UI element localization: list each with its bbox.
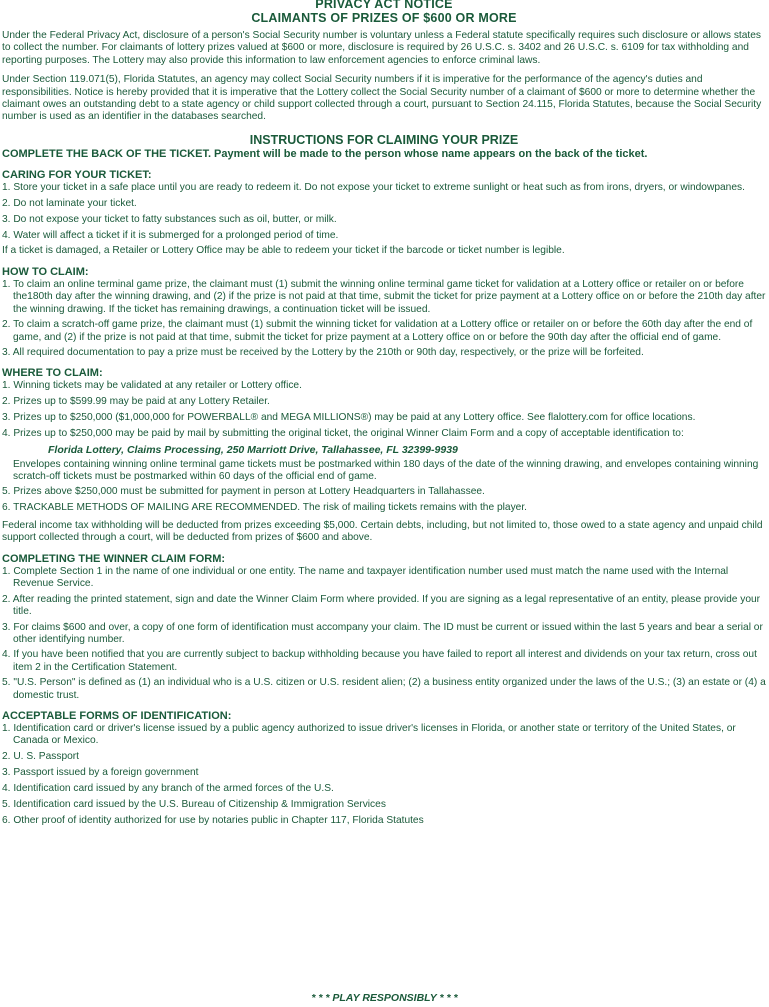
privacy-paragraph-2: Under Section 119.071(5), Florida Statutes, an agency may collect Social Security numbers if it is imperative for the performance of the agency's duties and responsibilities. Notice is hereby provided that it is imperative that the Lottery collect the Social Security number of a claimant of $600 or more to determine whether the claimant owes an outstanding debt to a state agency or child support collected through a court, pursuant to Section 24.115, Florida Statutes, because the Social Security number is used as an identifier in the databases searched. — [2, 74, 762, 123]
privacy-paragraph-1: Under the Federal Privacy Act, disclosure of a person's Social Security number is voluntary unless a Federal statute specifically requires such disclosure or allows states to collect the number. For claimants of lottery prizes valued at $600 or more, disclosure is required by 26 U.S.C. s. 3402 and 26 U.S.C. s. 6109 for tax withholding and reporting purposes. The Lottery may also provide this information to law enforcement agencies to enforce criminal laws. — [2, 30, 761, 66]
list-item: 4. Identification card issued by any branch of the armed forces of the U.S. — [2, 783, 334, 795]
list-item: 6. Other proof of identity authorized for use by notaries public in Chapter 117, Florida Statutes — [2, 814, 424, 826]
how-section-title: HOW TO CLAIM: — [2, 265, 89, 278]
list-item: 5. Prizes above $250,000 must be submitted for payment in person at Lottery Headquarters in Tallahassee. — [2, 485, 485, 497]
instructions-title: INSTRUCTIONS FOR CLAIMING YOUR PRIZE — [249, 132, 519, 147]
caring-list — [2, 182, 766, 242]
notice-title: PRIVACY ACT NOTICE — [315, 0, 453, 11]
list-item: 1. Complete Section 1 in the name of one individual or one entity. The name and taxpayer identification number used must match the name used with the Internal Revenue Service. — [2, 565, 729, 590]
completing-section-title: COMPLETING THE WINNER CLAIM FORM: — [2, 552, 226, 565]
list-item: 5. "U.S. Person" is defined as (1) an individual who is a U.S. citizen or U.S. resident alien; (2) a business entity organized under the laws of the U.S.; (3) an estate or (4) a domestic trust. — [2, 677, 766, 701]
list-item: 1. To claim an online terminal game prize, the claimant must (1) submit the winning online terminal game ticket for validation at a Lottery office or retailer on or before the180th day after the winning drawing, and (2) if the prize is not paid at that time, submit the ticket for prize payment at a Lottery office on or before the 210th day after the winning drawing. If the ticket has remaining drawings, a continuation ticket will be issued. — [2, 278, 766, 315]
list-item: 2. U. S. Passport — [2, 751, 80, 763]
acceptable-list — [2, 723, 766, 827]
damaged-ticket-note: If a ticket is damaged, a Retailer or Lottery Office may be able to redeem your ticket if the barcode or ticket number is legible. — [2, 245, 565, 257]
list-item: 5. Identification card issued by the U.S. Bureau of Citizenship & Immigration Services — [2, 798, 386, 810]
list-item: 2. Do not laminate your ticket. — [2, 197, 137, 209]
list-item: 4. Water will affect a ticket if it is submerged for a prolonged period of time. — [2, 229, 339, 241]
caring-section-title: CARING FOR YOUR TICKET: — [2, 168, 152, 181]
acceptable-section-title: ACCEPTABLE FORMS OF IDENTIFICATION: — [2, 709, 232, 722]
where-section-title: WHERE TO CLAIM: — [2, 367, 103, 380]
list-item: 2. After reading the printed statement, sign and date the Winner Claim Form where provided. If you are signing as a legal representative of an entity, please provide your title. — [2, 593, 761, 618]
list-item: 3. Passport issued by a foreign government — [2, 767, 199, 779]
list-item: 3. Do not expose your ticket to fatty substances such as oil, butter, or milk. — [2, 213, 337, 225]
list-item: 4. Prizes up to $250,000 may be paid by mail by submitting the original ticket, the original Winner Claim Form and a copy of acceptable identification to: — [2, 428, 684, 440]
list-item: 3. All required documentation to pay a prize must be received by the Lottery by the 210th or 90th day, respectively, or the prize will be forfeited. — [2, 346, 644, 358]
where-list — [2, 380, 766, 440]
where-list-continued — [2, 486, 766, 514]
list-item: 6. TRACKABLE METHODS OF MAILING ARE RECOMMENDED. The risk of mailing tickets remains with the player. — [2, 501, 527, 513]
mailing-address: Florida Lottery, Claims Processing, 250 Marriott Drive, Tallahassee, FL 32399-9939 — [48, 443, 458, 456]
list-item: 1. Identification card or driver's license issued by a public agency authorized to issue driver's licenses in Florida, or another state or territory of the United States, or Canada or Mexico. — [2, 722, 736, 747]
list-item: 3. Prizes up to $250,000 ($1,000,000 for POWERBALL® and MEGA MILLIONS®) may be paid at any Lottery office. See flalottery.com for office locations. — [2, 412, 696, 424]
list-item: 4. If you have been notified that you are currently subject to backup withholding because you have failed to report all interest and dividends on your tax return, cross out item 2 in the Certification Statement. — [2, 649, 757, 673]
play-responsibly-footer: * * * PLAY RESPONSIBLY * * * — [311, 992, 458, 1004]
list-item: 2. To claim a scratch-off game prize, the claimant must (1) submit the winning ticket for validation at a Lottery office or retailer on or before the 60th day after the end of game, and (2) if the prize is not paid at that time, submit the ticket for prize payment at a Lottery office on or before the 90th day after the official end of game. — [2, 319, 753, 343]
completing-list — [2, 566, 766, 702]
complete-back-instruction: COMPLETE THE BACK OF THE TICKET. Payment will be made to the person whose name appears on the back of the ticket. — [2, 147, 648, 160]
list-item: 1. Store your ticket in a safe place until you are ready to redeem it. Do not expose your ticket to extreme sunlight or heat such as from irons, dryers, or windowpanes. — [2, 181, 745, 193]
federal-tax-note: Federal income tax withholding will be deducted from prizes exceeding $5,000. Certain debts, including, but not limited to, those owed to a state agency and unpaid child support collected through a court, will be deducted from prizes of $600 and above. — [2, 520, 763, 544]
list-item: 1. Winning tickets may be validated at any retailer or Lottery office. — [2, 380, 302, 392]
notice-subtitle: CLAIMANTS OF PRIZES OF $600 OR MORE — [251, 11, 517, 25]
envelopes-note: Envelopes containing winning online terminal game tickets must be postmarked within 180 days of the date of the winning drawing, and envelopes containing winning scratch-off tickets must be postmarked within 60 days of the official end of game. — [13, 458, 759, 483]
list-item: 2. Prizes up to $599.99 may be paid at any Lottery Retailer. — [2, 396, 270, 408]
how-list — [2, 279, 766, 359]
list-item: 3. For claims $600 and over, a copy of one form of identification must accompany your claim. The ID must be current or issued within the last 5 years and bear a serial or other identifying number. — [2, 621, 763, 645]
